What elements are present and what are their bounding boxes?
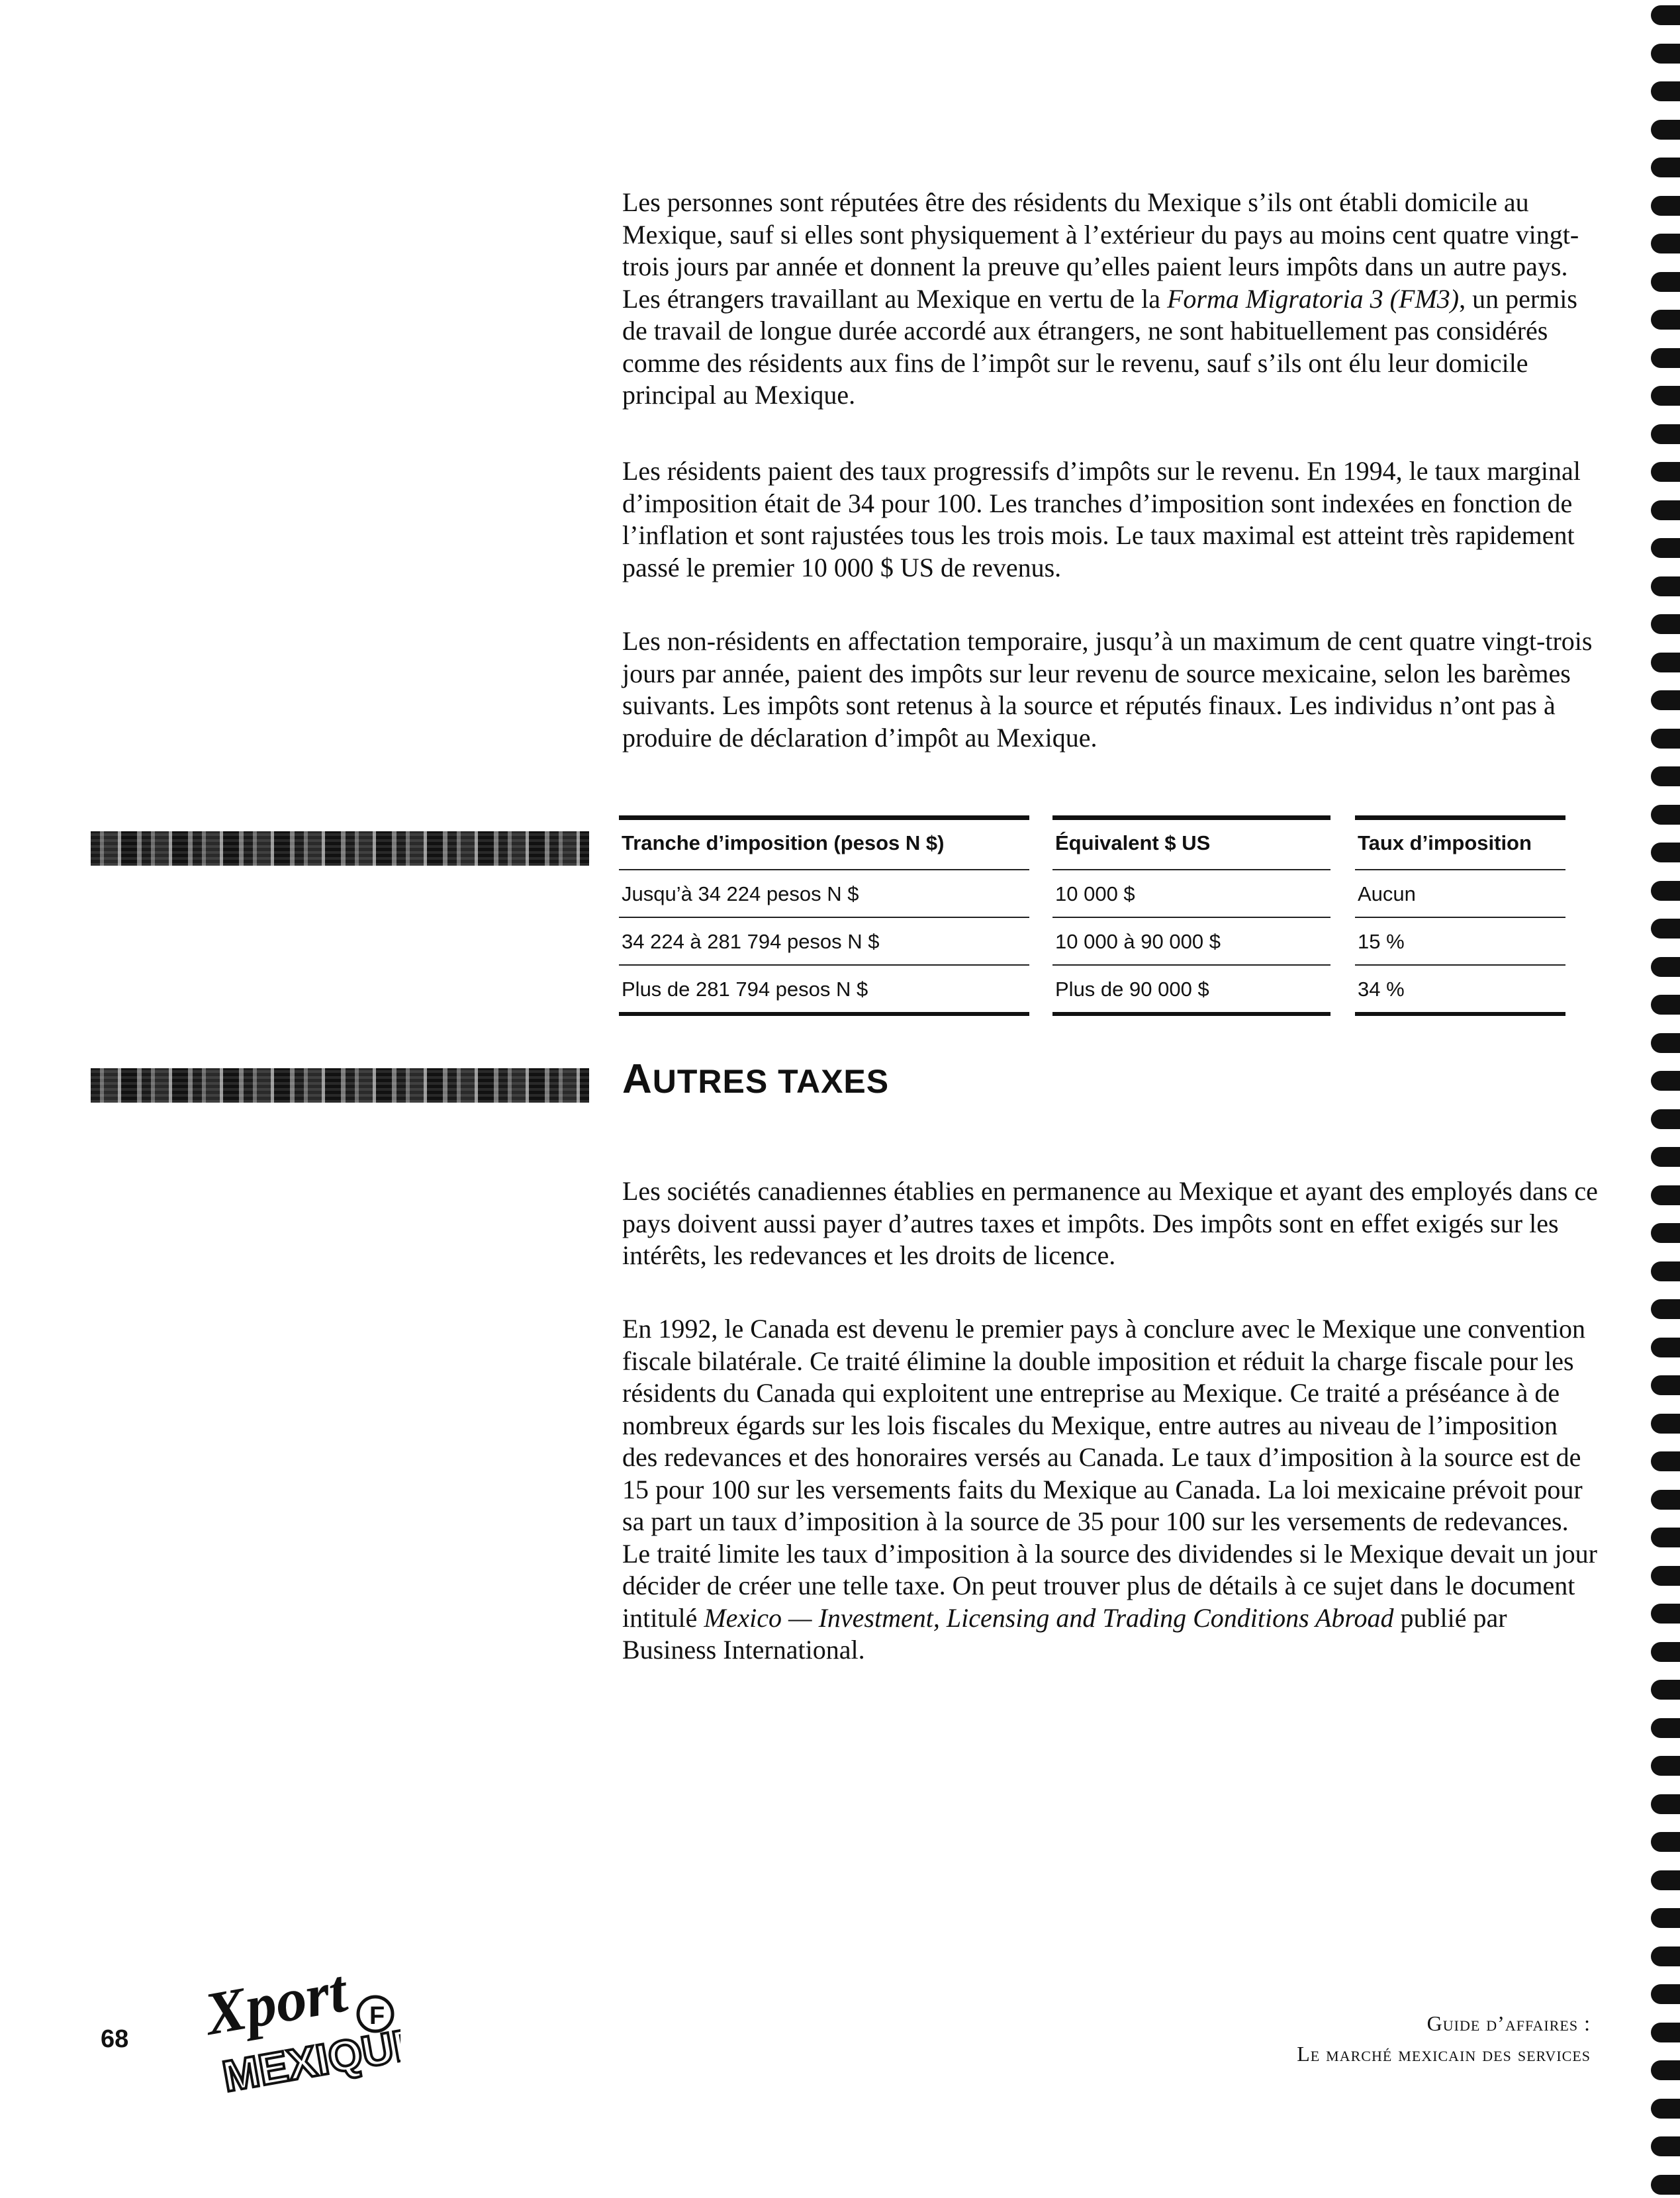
table-cell: Plus de 281 794 pesos N $ — [619, 966, 1029, 1013]
binding-hole — [1651, 2136, 1680, 2156]
binding-hole — [1651, 1147, 1680, 1167]
binding-hole — [1651, 729, 1680, 749]
binding-hole — [1651, 2060, 1680, 2080]
binding-hole — [1651, 1490, 1680, 1510]
paragraph-tax-treaty — [622, 1313, 1599, 1667]
paragraph-other-taxes — [622, 1175, 1599, 1272]
binding-hole — [1651, 1604, 1680, 1624]
binding-hole — [1651, 44, 1680, 64]
binding-hole — [1651, 1071, 1680, 1091]
binding-hole — [1651, 1870, 1680, 1890]
binding-hole — [1651, 272, 1680, 292]
binding-hole — [1651, 1528, 1680, 1547]
binding-hole — [1651, 2023, 1680, 2042]
binding-hole — [1651, 348, 1680, 368]
guide-title-line2: Le marché mexicain des services — [1297, 2042, 1591, 2066]
paragraph-text: , un permis de travail de longue durée accordé aux étrangers, ne sont habituellement pas considérés comme des résidents aux fins de l’impôt sur le revenu, sauf s’ils ont élu leur domicile principal au Mexique. — [622, 283, 1577, 410]
binding-hole — [1651, 919, 1680, 939]
binding-hole — [1651, 5, 1680, 25]
table-cell: Plus de 90 000 $ — [1052, 966, 1330, 1013]
binding-hole — [1651, 1680, 1680, 1700]
paragraph-text: Les résidents paient des taux progressifs d’impôts sur le revenu. En 1994, le taux marginal d’imposition était de 34 pour 100. Les tranches d’imposition sont indexées en fonction de l’inflation et sont rajustées tous les trois mois. Le taux maximal est atteint très rapidement passé le premier 10 000 $ US de revenus. — [622, 456, 1581, 582]
paragraph-text: Les personnes sont réputées être des résidents du Mexique s’ils ont établi domicile au Mexique, sauf si elles sont physiquement à l’extérieur du pays au moins cent quatre vingt-trois jours par année et donnent la preuve qu’elles paient leurs impôts dans un autre pays. Les étrangers travaillant au Mexique en vertu de la — [622, 187, 1579, 314]
binding-hole — [1651, 1756, 1680, 1776]
paragraph-residency — [622, 187, 1599, 412]
binding-hole — [1651, 1566, 1680, 1586]
logo-mexique-text: MEXIQUE — [218, 2017, 400, 2095]
binding-hole — [1651, 424, 1680, 444]
binding-hole — [1651, 386, 1680, 406]
binding-hole — [1651, 1984, 1680, 2004]
guide-title-line1: Guide d’affaires : — [1426, 2011, 1591, 2035]
binding-hole — [1651, 1223, 1680, 1243]
binding-hole — [1651, 957, 1680, 977]
decorative-bar-table — [91, 831, 589, 866]
binding-hole — [1651, 1299, 1680, 1319]
guide-footer — [1297, 2008, 1591, 2069]
binding-hole — [1651, 805, 1680, 825]
binding-hole — [1651, 500, 1680, 520]
table-cell: Aucun — [1355, 870, 1565, 918]
binding-hole — [1651, 158, 1680, 177]
binding-hole — [1651, 881, 1680, 901]
binding-hole — [1651, 1033, 1680, 1053]
paragraph-text: Les non-résidents en affectation temporaire, jusqu’à un maximum de cent quatre vingt-trois jours par année, paient des impôts sur leur revenu de source mexicaine, selon les barèmes suivants. Les impôts sont retenus à la source et réputés finaux. Les individus n’ont pas à produire de déclaration d’impôt au Mexique. — [622, 626, 1593, 753]
paragraph-text: En 1992, le Canada est devenu le premier pays à conclure avec le Mexique une convention fiscale bilatérale. Ce traité élimine la double imposition et réduit la charge fiscale pour les résidents du Canada qui exploitent une entreprise au Mexique. Ce traité a préséance à de nombreux égards sur les lois fiscales du Mexique, entre autres au niveau de l’imposition des redevances et des honoraires versés au Canada. Le taux d’imposition à la source est de 15 pour 100 sur les versements faits du Mexique au Canada. La loi mexicaine prévoit pour sa part un taux d’imposition à la source de 35 pour 100 sur les versements de redevances. Le traité limite les taux d’imposition à la source des dividendes si le Mexique devait un jour décider de créer une telle taxe. On peut trouver plus de détails à ce sujet dans le document intitulé — [622, 1314, 1597, 1633]
binding-hole — [1651, 1946, 1680, 1966]
binding-hole — [1651, 653, 1680, 672]
binding-hole — [1651, 690, 1680, 710]
table-top-rule — [1355, 815, 1565, 820]
binding-hole — [1651, 81, 1680, 101]
binding-hole — [1651, 462, 1680, 482]
table-header: Taux d’imposition — [1355, 820, 1565, 870]
italic-reference: Mexico — Investment, Licensing and Trading Conditions Abroad — [704, 1602, 1394, 1633]
paragraph-non-residents — [622, 625, 1599, 754]
table-cell: Jusqu’à 34 224 pesos N $ — [619, 870, 1029, 918]
table-cell: 10 000 $ — [1052, 870, 1330, 918]
table-cell: 10 000 à 90 000 $ — [1052, 918, 1330, 966]
binding-hole — [1651, 1375, 1680, 1395]
binding-hole — [1651, 2175, 1680, 2195]
binding-hole — [1651, 1261, 1680, 1281]
binding-hole — [1651, 614, 1680, 634]
table-column-usd — [1052, 815, 1330, 1016]
binding-hole — [1651, 310, 1680, 330]
binding-hole — [1651, 1832, 1680, 1852]
table-header: Équivalent $ US — [1052, 820, 1330, 870]
table-header: Tranche d’imposition (pesos N $) — [619, 820, 1029, 870]
export-mexique-logo — [202, 1956, 400, 2095]
binding-hole — [1651, 234, 1680, 253]
binding-hole — [1651, 120, 1680, 140]
binding-hole — [1651, 766, 1680, 786]
spiral-binding — [1642, 0, 1680, 2198]
section-heading-autres-taxes — [622, 1056, 889, 1103]
logo-graphic — [202, 1956, 400, 2095]
heading-rest: UTRES TAXES — [652, 1063, 890, 1100]
page-number: 68 — [101, 2025, 129, 2053]
binding-hole — [1651, 1109, 1680, 1129]
paragraph-progressive-rates — [622, 455, 1599, 584]
binding-hole — [1651, 1718, 1680, 1738]
binding-hole — [1651, 843, 1680, 862]
decorative-bar-heading — [91, 1068, 589, 1103]
binding-hole — [1651, 1451, 1680, 1471]
binding-hole — [1651, 576, 1680, 596]
logo-circle-letter-icon: F — [369, 2002, 385, 2030]
binding-hole — [1651, 1414, 1680, 1434]
binding-hole — [1651, 1642, 1680, 1662]
binding-hole — [1651, 1185, 1680, 1205]
binding-hole — [1651, 1338, 1680, 1357]
binding-hole — [1651, 1794, 1680, 1814]
table-cell: 15 % — [1355, 918, 1565, 966]
table-column-rate — [1355, 815, 1565, 1016]
table-cell: 34 % — [1355, 966, 1565, 1013]
table-column-bracket — [619, 815, 1029, 1016]
paragraph-text: Les sociétés canadiennes établies en permanence au Mexique et ayant des employés dans ce pays doivent aussi payer d’autres taxes et impôts. Des impôts sont en effet exigés sur les intérêts, les redevances et les droits de licence. — [622, 1176, 1598, 1270]
binding-hole — [1651, 538, 1680, 558]
paragraph-text: publié par Business International. — [622, 1602, 1507, 1665]
heading-initial: A — [622, 1056, 653, 1102]
binding-hole — [1651, 2099, 1680, 2119]
binding-hole — [1651, 995, 1680, 1015]
table-cell: 34 224 à 281 794 pesos N $ — [619, 918, 1029, 966]
italic-reference: Forma Migratoria 3 (FM3) — [1167, 283, 1460, 314]
table-top-rule — [1052, 815, 1330, 820]
table-top-rule — [619, 815, 1029, 820]
binding-hole — [1651, 1908, 1680, 1928]
binding-hole — [1651, 196, 1680, 216]
logo-xport-text: Xport — [202, 1956, 352, 2048]
